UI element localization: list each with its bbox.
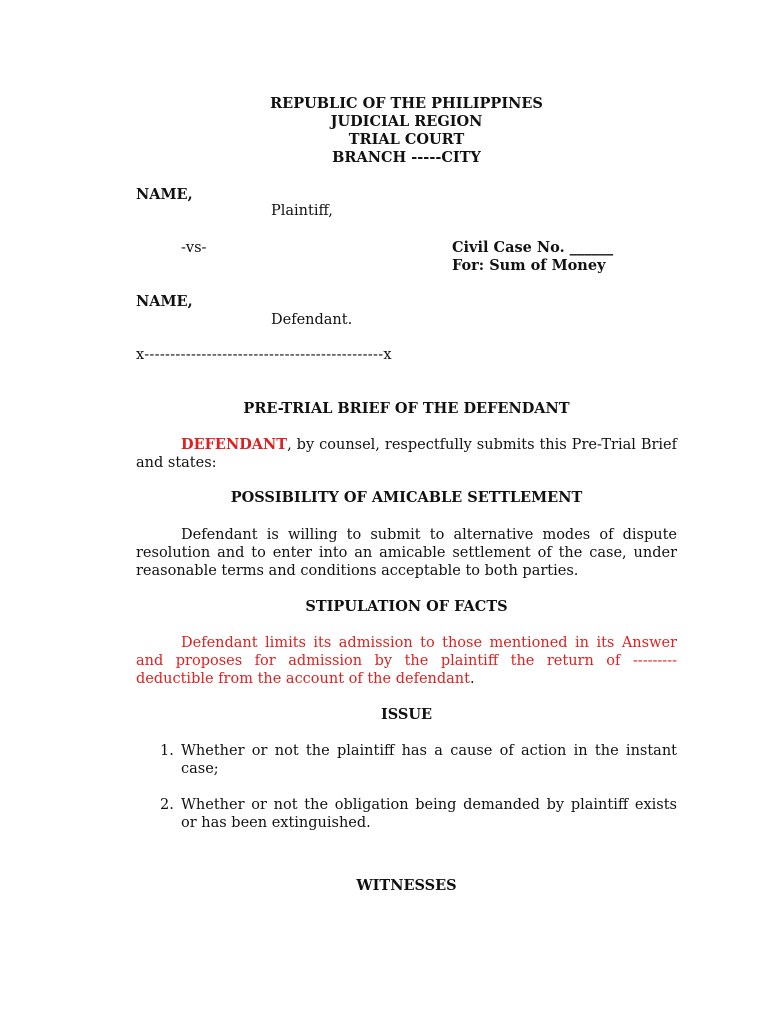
issue-heading: ISSUE [380, 706, 433, 723]
defendant-highlight: DEFENDANT [181, 436, 288, 453]
settlement-paragraph: Defendant is willing to submit to alternative modes of dispute resolution and to enter into an amicable settlement of the case, under reasonable terms and conditions acceptable to both parties. [136, 527, 677, 579]
settlement-heading: POSSIBILITY OF AMICABLE SETTLEMENT [230, 489, 583, 506]
intro-text: , by counsel, respectfully submits this Pre-Trial Brief and states: [136, 437, 677, 471]
caption-trial-court: TRIAL COURT [348, 131, 465, 148]
case-nature: For: Sum of Money [452, 257, 606, 274]
caption-branch: BRANCH -----CITY [332, 149, 481, 166]
issue-number: 1. [160, 743, 174, 759]
issue-item-text: Whether or not the obligation being demanded by plaintiff exists or has been extinguished. [181, 797, 677, 831]
issue-item-text: Whether or not the plaintiff has a cause of action in the instant case; [181, 743, 677, 777]
caption-republic: REPUBLIC OF THE PHILIPPINES [270, 95, 543, 112]
case-number: Civil Case No. ______ [452, 239, 614, 256]
stipulation-heading: STIPULATION OF FACTS [305, 598, 508, 615]
defendant-role: Defendant. [271, 312, 353, 328]
stipulation-text: Defendant limits its admission to those mentioned in its Answer and proposes for admission by the plaintiff the return of --------- deductible from the account of the defendant [136, 635, 677, 687]
document-title: PRE-TRIAL BRIEF OF THE DEFENDANT [243, 400, 570, 417]
stipulation-paragraph [136, 634, 677, 688]
intro-paragraph [136, 436, 677, 472]
issue-number: 2. [160, 797, 174, 813]
plaintiff-name: NAME, [136, 186, 193, 203]
plaintiff-role: Plaintiff, [271, 203, 333, 219]
versus-label: -vs- [181, 240, 207, 256]
caption-judicial-region: JUDICIAL REGION [330, 113, 483, 130]
caption-separator: x----------------------------------------------x [136, 347, 392, 363]
defendant-name: NAME, [136, 293, 193, 310]
stipulation-end: . [469, 671, 475, 687]
witnesses-heading: WITNESSES [356, 877, 457, 894]
